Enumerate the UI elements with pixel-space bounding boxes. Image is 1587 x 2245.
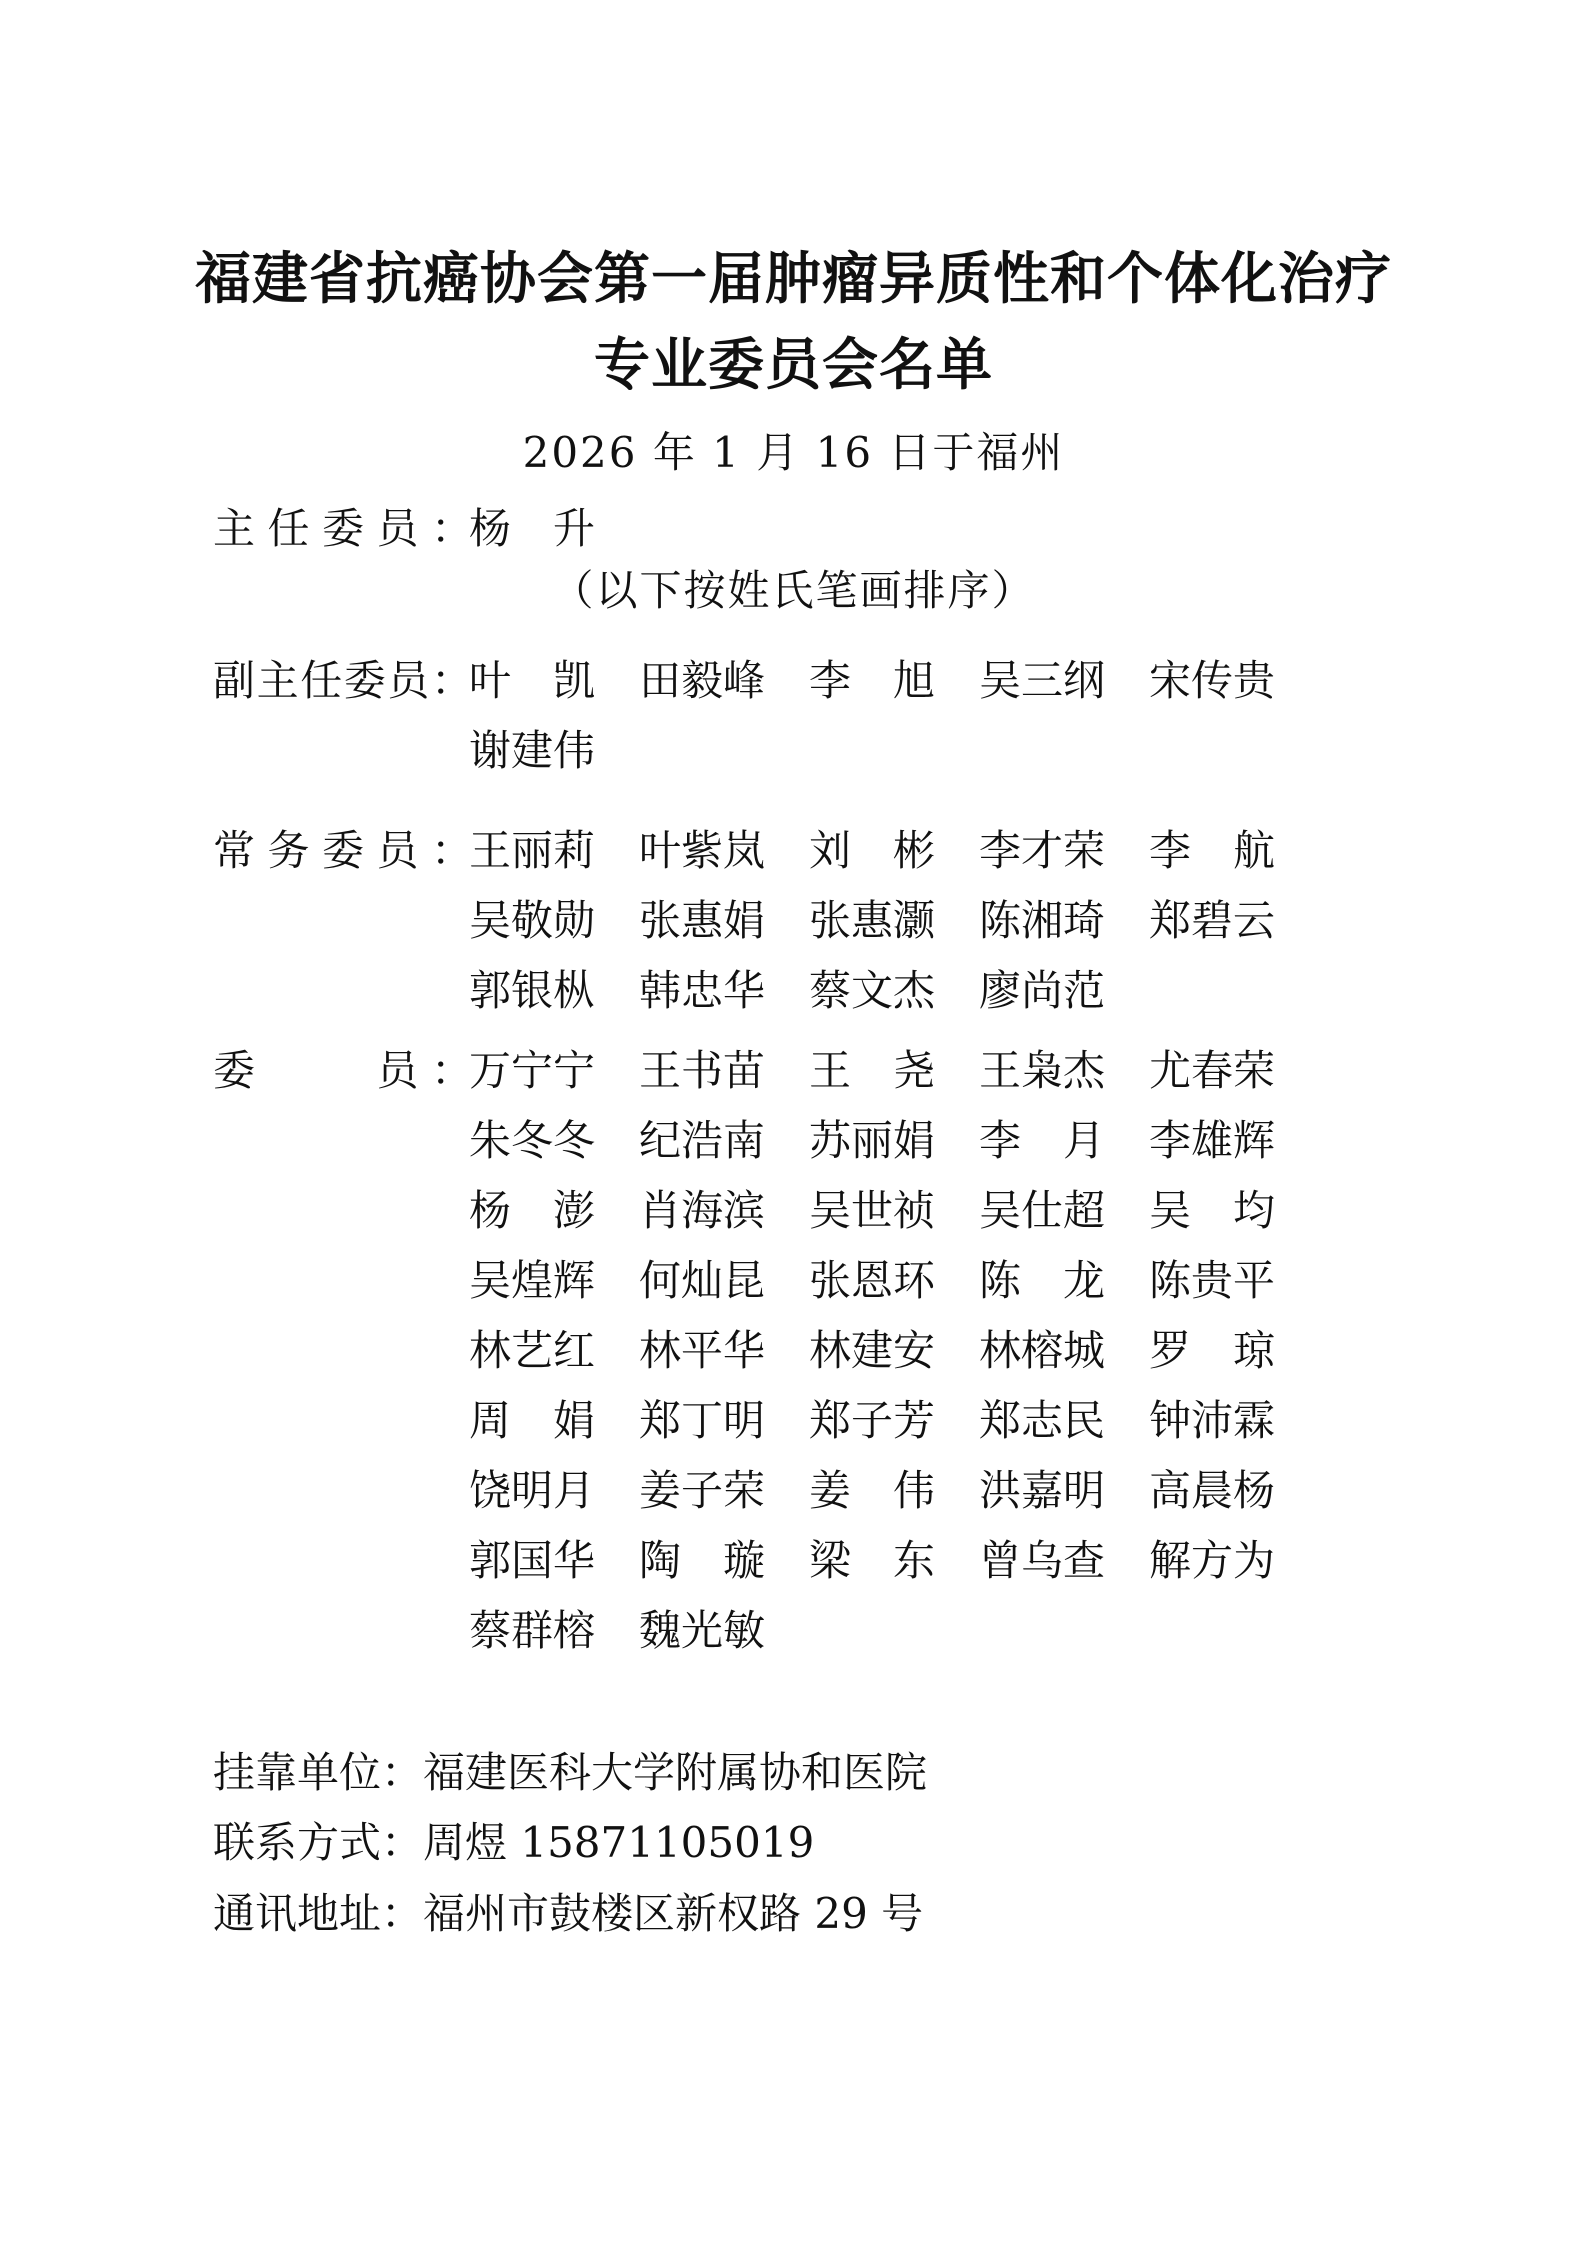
member-name: 王 枭 杰 bbox=[979, 1046, 1106, 1095]
title-line-1: 福建省抗癌协会第一届肿瘤异质性和个体化治疗 bbox=[195, 247, 1392, 312]
member-name: 姜 伟 bbox=[809, 1466, 935, 1515]
member-name: 苏 丽 娟 bbox=[809, 1116, 936, 1165]
member-name: 郭 银 枞 bbox=[469, 966, 596, 1015]
member-name: 谢 建 伟 bbox=[469, 726, 596, 775]
member-name: 纪 浩 南 bbox=[639, 1116, 766, 1165]
member-name: 杨 澎 bbox=[469, 1186, 595, 1235]
member-name: 林 艺 红 bbox=[469, 1326, 596, 1375]
member-name: 张 惠 娟 bbox=[639, 896, 766, 945]
member-name: 何 灿 昆 bbox=[639, 1256, 766, 1305]
member-name: 郭 国 华 bbox=[469, 1536, 596, 1585]
group-label: 副 主 任 委 员 ： bbox=[213, 656, 473, 705]
member-name: 叶 凯 bbox=[469, 656, 595, 705]
member-name: 曾 乌 查 bbox=[979, 1536, 1106, 1585]
member-name: 周 娟 bbox=[469, 1396, 595, 1445]
member-name: 王 书 苗 bbox=[639, 1046, 766, 1095]
member-name: 林 建 安 bbox=[809, 1326, 936, 1375]
member-name: 李 雄 辉 bbox=[1149, 1116, 1276, 1165]
member-name: 钟 沛 霖 bbox=[1149, 1396, 1276, 1445]
member-name: 罗 琼 bbox=[1149, 1326, 1275, 1375]
group-label: 委 员 ： bbox=[213, 1046, 473, 1095]
member-name: 吴 均 bbox=[1149, 1186, 1275, 1235]
member-name: 万 宁 宁 bbox=[469, 1046, 596, 1095]
member-name: 李 月 bbox=[979, 1116, 1105, 1165]
order-note: （以下按姓氏笔画排序） bbox=[551, 566, 1036, 615]
member-name: 蔡 群 榕 bbox=[469, 1606, 596, 1655]
member-name: 刘 彬 bbox=[809, 826, 935, 875]
member-name: 陈 龙 bbox=[979, 1256, 1105, 1305]
member-name: 吴 敬 勋 bbox=[469, 896, 596, 945]
member-name: 蔡 文 杰 bbox=[809, 966, 936, 1015]
member-name: 朱 冬 冬 bbox=[469, 1116, 596, 1165]
member-name: 饶 明 月 bbox=[469, 1466, 596, 1515]
member-name: 陈 贵 平 bbox=[1149, 1256, 1276, 1305]
member-name: 李 航 bbox=[1149, 826, 1275, 875]
mailing-address: 通讯地址：福州市鼓楼区新权路 29 号 bbox=[213, 1889, 924, 1938]
member-name: 郑 子 芳 bbox=[809, 1396, 936, 1445]
member-name: 韩 忠 华 bbox=[639, 966, 766, 1015]
member-name: 林 平 华 bbox=[639, 1326, 766, 1375]
title-line-2: 专业委员会名单 bbox=[594, 333, 993, 398]
member-name: 吴 世 祯 bbox=[809, 1186, 936, 1235]
member-name: 肖 海 滨 bbox=[639, 1186, 766, 1235]
member-name: 郑 丁 明 bbox=[639, 1396, 766, 1445]
member-name: 梁 东 bbox=[809, 1536, 935, 1585]
member-name: 张 恩 环 bbox=[809, 1256, 936, 1305]
member-name: 叶 紫 岚 bbox=[639, 826, 766, 875]
chair-label: 主 任 委 员 ： bbox=[213, 504, 473, 553]
member-name: 高 晨 杨 bbox=[1149, 1466, 1276, 1515]
member-name: 郑 志 民 bbox=[979, 1396, 1106, 1445]
member-name: 宋 传 贵 bbox=[1149, 656, 1276, 705]
host-unit: 挂靠单位：福建医科大学附属协和医院 bbox=[213, 1748, 928, 1797]
member-name: 魏 光 敏 bbox=[639, 1606, 766, 1655]
contact-info: 联系方式：周煜 15871105019 bbox=[213, 1818, 815, 1867]
member-name: 王 丽 莉 bbox=[469, 826, 596, 875]
member-name: 姜 子 荣 bbox=[639, 1466, 766, 1515]
member-name: 吴 仕 超 bbox=[979, 1186, 1106, 1235]
member-name: 吴 三 纲 bbox=[979, 656, 1106, 705]
member-name: 尤 春 荣 bbox=[1149, 1046, 1276, 1095]
member-name: 吴 煌 辉 bbox=[469, 1256, 596, 1305]
member-name: 洪 嘉 明 bbox=[979, 1466, 1106, 1515]
chair-name: 杨 升 bbox=[469, 504, 595, 553]
member-name: 王 尧 bbox=[809, 1046, 935, 1095]
document-date: 2026 年 1 月 16 日于福州 bbox=[522, 428, 1065, 477]
member-name: 陶 璇 bbox=[639, 1536, 765, 1585]
member-name: 田 毅 峰 bbox=[639, 656, 766, 705]
member-name: 李 才 荣 bbox=[979, 826, 1106, 875]
member-name: 解 方 为 bbox=[1149, 1536, 1276, 1585]
member-name: 林 榕 城 bbox=[979, 1326, 1106, 1375]
member-name: 郑 碧 云 bbox=[1149, 896, 1276, 945]
member-name: 陈 湘 琦 bbox=[979, 896, 1106, 945]
member-name: 廖 尚 范 bbox=[979, 966, 1106, 1015]
member-name: 张 惠 灏 bbox=[809, 896, 936, 945]
group-label: 常 务 委 员 ： bbox=[213, 826, 473, 875]
member-name: 李 旭 bbox=[809, 656, 935, 705]
